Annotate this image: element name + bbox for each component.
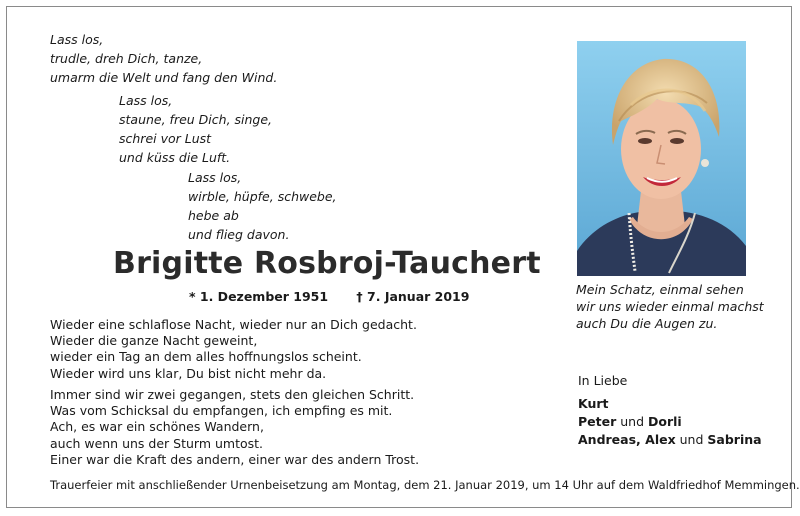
poem-line: Lass los, <box>119 93 173 108</box>
verse-line: Wieder die ganze Nacht geweint, <box>50 333 258 349</box>
poem-line: hebe ab <box>188 208 239 223</box>
poem-line: und küss die Luft. <box>119 150 231 165</box>
life-dates <box>189 289 469 304</box>
mourner-name: Andreas, Alex <box>578 432 676 447</box>
verse-line: Wieder eine schlaflose Nacht, wieder nur an Dich gedacht. <box>50 317 417 332</box>
death-date: † 7. Januar 2019 <box>356 289 470 304</box>
poem-line: Lass los, <box>50 32 104 47</box>
mourner-name: Kurt <box>578 396 609 411</box>
conjunction: und <box>620 414 645 429</box>
verse-line: Was vom Schicksal du empfangen, ich empfing es mit. <box>50 403 393 419</box>
in-love-label: In Liebe <box>578 373 628 388</box>
poem-line: trudle, dreh Dich, tanze, <box>50 51 203 66</box>
mourner-line <box>578 413 762 431</box>
caption-line: wir uns wieder einmal machst <box>576 299 764 314</box>
verse-line: Einer war die Kraft des andern, einer war des andern Trost. <box>50 451 420 467</box>
deceased-name: Brigitte Rosbroj-Tauchert <box>113 246 541 281</box>
mourners-list <box>578 395 762 449</box>
verse-block-2 <box>50 387 419 468</box>
poem-line: und flieg davon. <box>188 227 290 242</box>
mourner-name: Dorli <box>648 414 682 429</box>
verse-block-1 <box>50 317 417 382</box>
poem-stanza-3 <box>188 168 337 244</box>
verse-line: Wieder wird uns klar, Du bist nicht mehr da. <box>50 365 327 381</box>
birth-date: * 1. Dezember 1951 <box>189 289 329 304</box>
poem-stanza-2 <box>119 91 272 167</box>
verse-line: auch wenn uns der Sturm umtost. <box>50 435 264 451</box>
photo-caption <box>576 281 764 332</box>
poem-stanza-1 <box>50 30 277 87</box>
verse-line: Ach, es war ein schönes Wandern, <box>50 419 264 435</box>
funeral-info: Trauerfeier mit anschließender Urnenbeisetzung am Montag, dem 21. Januar 2019, um 14 Uhr auf dem Waldfriedhof Memmingen. <box>50 478 800 492</box>
conjunction: und <box>679 432 704 447</box>
poem-line: umarm die Welt und fang den Wind. <box>50 70 278 85</box>
caption-line: auch Du die Augen zu. <box>576 316 718 331</box>
portrait-photo <box>577 41 746 276</box>
mourner-name: Peter <box>578 414 617 429</box>
poem-line: schrei vor Lust <box>119 131 212 146</box>
verse-line: Immer sind wir zwei gegangen, stets den gleichen Schritt. <box>50 387 415 402</box>
mourner-name: Sabrina <box>707 432 762 447</box>
mourner-line <box>578 431 762 449</box>
verse-line: wieder ein Tag an dem alles hoffnungslos scheint. <box>50 349 362 365</box>
poem-line: wirble, hüpfe, schwebe, <box>188 189 337 204</box>
mourner-line <box>578 395 762 413</box>
poem-line: Lass los, <box>188 170 242 185</box>
poem-line: staune, freu Dich, singe, <box>119 112 273 127</box>
caption-line: Mein Schatz, einmal sehen <box>576 282 744 297</box>
